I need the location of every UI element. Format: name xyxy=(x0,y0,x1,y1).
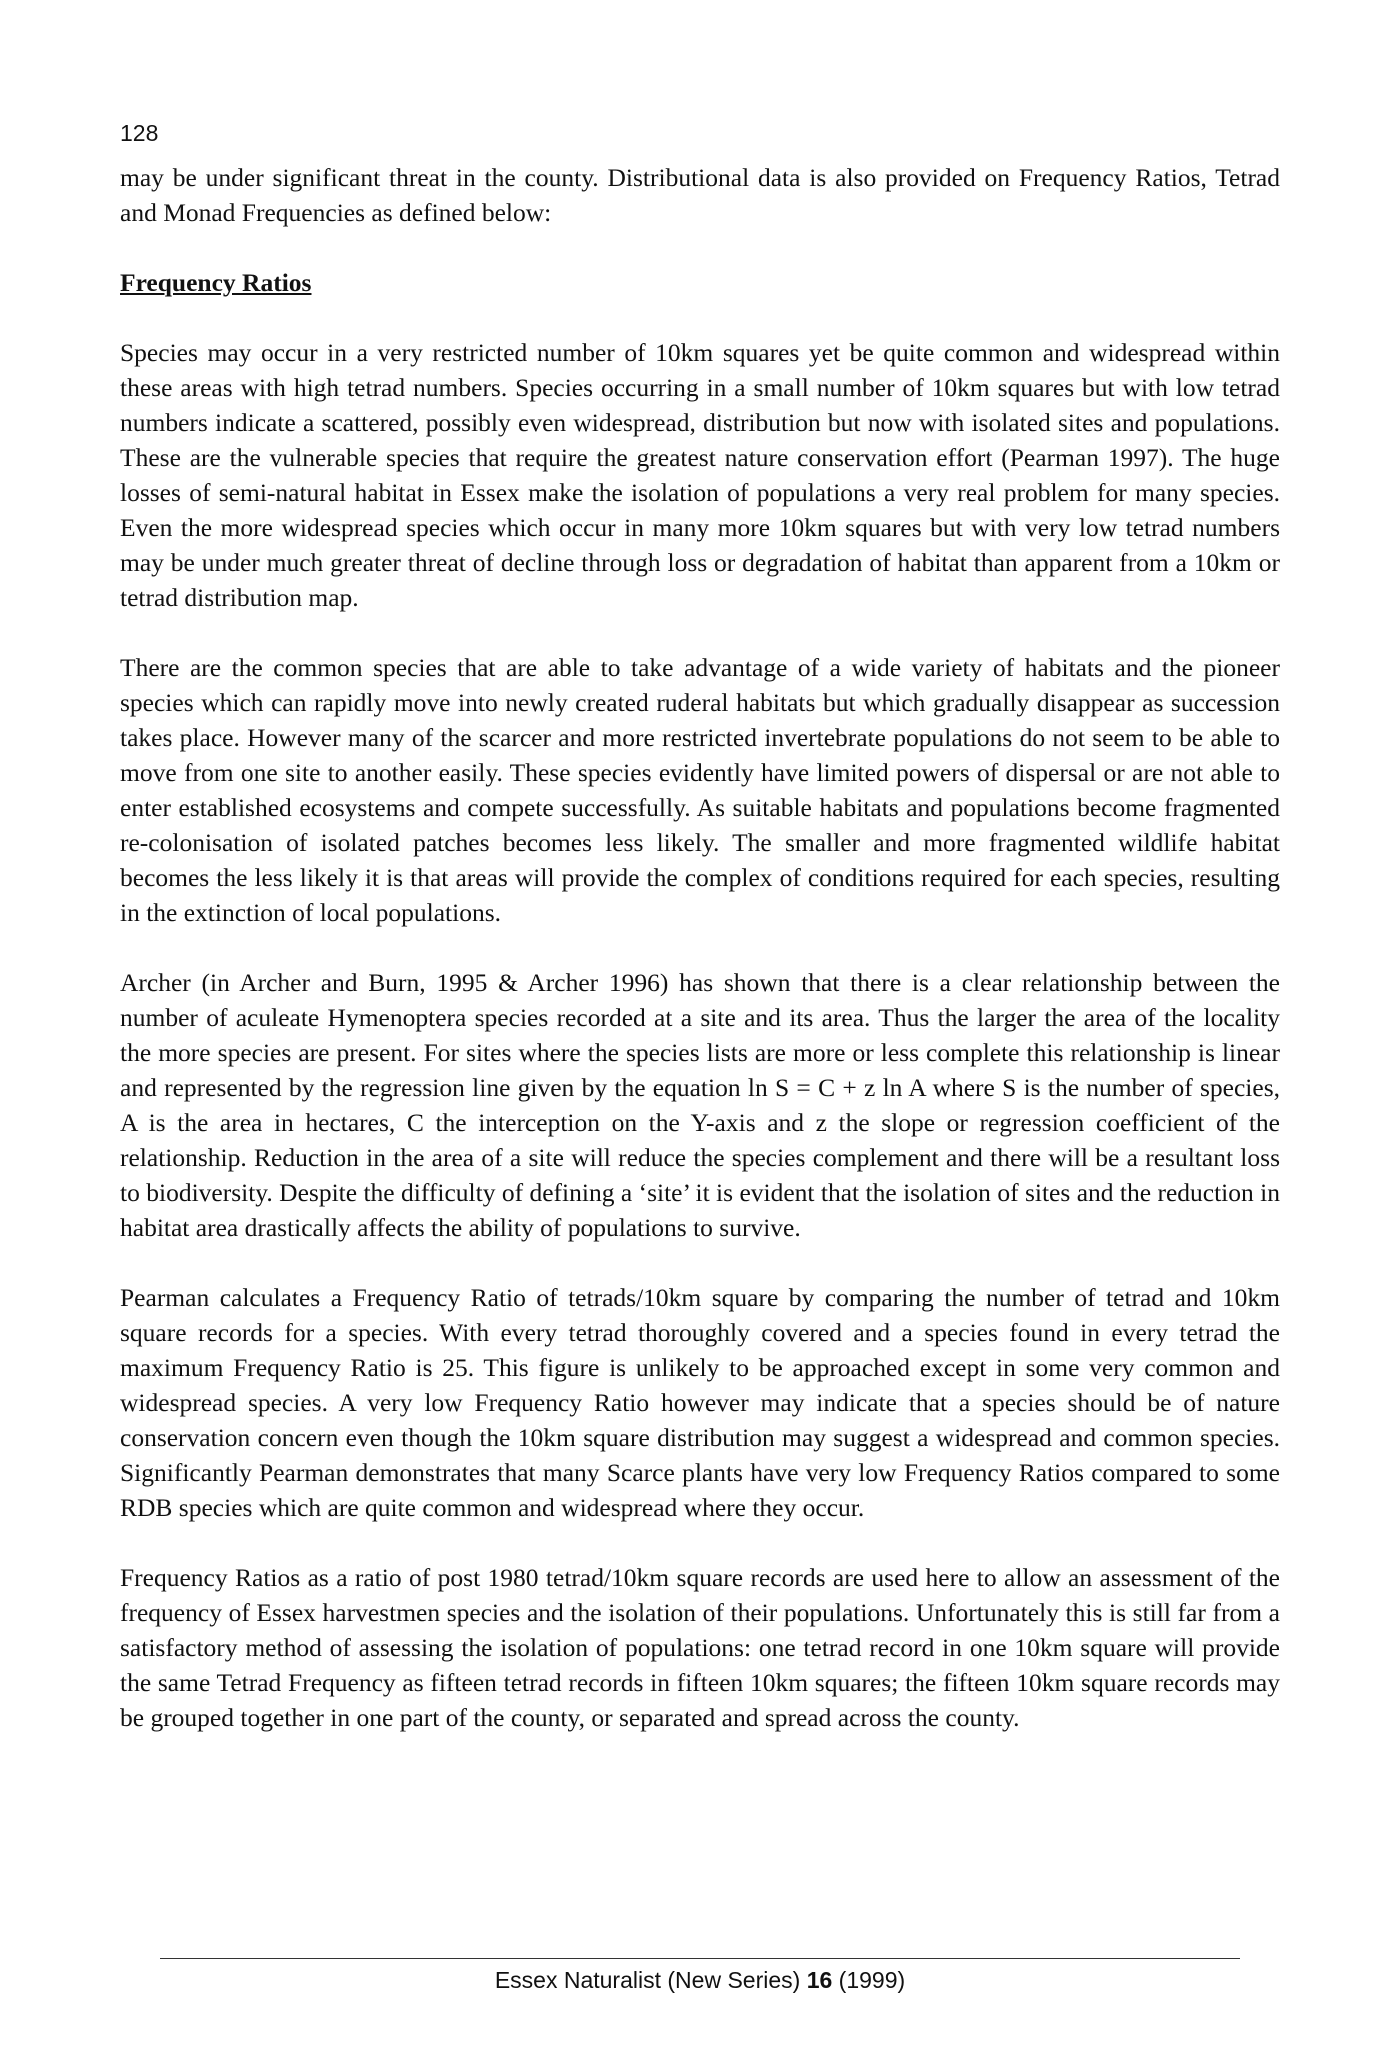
footer-divider xyxy=(160,1958,1240,1959)
paragraph-2: There are the common species that are able to take advantage of a wide variety of habitats and the pioneer species which can rapidly move into newly created ruderal habitats but which gradually disappear as succession takes place. However many of the scarcer and more restricted invertebrate populations do not seem to be able to move from one site to another easily. These species evidently have limited powers of dispersal or are not able to enter established ecosystems and compete successfully. As suitable habitats and populations become fragmented re-colonisation of isolated patches becomes less likely. The smaller and more fragmented wildlife habitat becomes the less likely it is that areas will provide the complex of conditions required for each species, resulting in the extinction of local populations. xyxy=(120,653,1280,927)
page-number: 128 xyxy=(120,120,159,146)
page-footer xyxy=(0,1967,1400,1994)
footer-year: (1999) xyxy=(838,1967,906,1993)
paragraph-4: Pearman calculates a Frequency Ratio of tetrads/10km square by comparing the number of tetrad and 10km square records for a species. With every tetrad thoroughly covered and a species found in every tetrad the maximum Frequency Ratio is 25. This figure is unlikely to be approached except in some very common and widespread species. A very low Frequency Ratio however may indicate that a species should be of nature conservation concern even though the 10km square distribution may suggest a widespread and common species. Significantly Pearman demonstrates that many Scarce plants have very low Frequency Ratios compared to some RDB species which are quite common and widespread where they occur. xyxy=(120,1283,1280,1522)
body-text xyxy=(120,160,1280,1770)
footer-volume: 16 xyxy=(806,1967,833,1993)
paragraph-3: Archer (in Archer and Burn, 1995 & Archer 1996) has shown that there is a clear relationship between the number of aculeate Hymenoptera species recorded at a site and its area. Thus the larger the area of the locality the more species are present. For sites where the species lists are more or less complete this relationship is linear and represented by the regression line given by the equation ln S = C + z ln A where S is the number of species, A is the area in hectares, C the interception on the Y-axis and z the slope or regression coefficient of the relationship. Reduction in the area of a site will reduce the species complement and there will be a resultant loss to biodiversity. Despite the difficulty of defining a ‘site’ it is evident that the isolation of sites and the reduction in habitat area drastically affects the ability of populations to survive. xyxy=(120,968,1280,1242)
section-heading: Frequency Ratios xyxy=(120,268,312,297)
paragraph-5: Frequency Ratios as a ratio of post 1980 tetrad/10km square records are used here to allow an assessment of the frequency of Essex harvestmen species and the isolation of their populations. Unfortunately this is still far from a satisfactory method of assessing the isolation of populations: one tetrad record in one 10km square will provide the same Tetrad Frequency as fifteen tetrad records in fifteen 10km squares; the fifteen 10km square records may be grouped together in one part of the county, or separated and spread across the county. xyxy=(120,1563,1280,1732)
continuation-paragraph: may be under significant threat in the county. Distributional data is also provided on Frequency Ratios, Tetrad and Monad Frequencies as defined below: xyxy=(120,163,1280,227)
paragraph-1: Species may occur in a very restricted number of 10km squares yet be quite common and widespread within these areas with high tetrad numbers. Species occurring in a small number of 10km squares but with low tetrad numbers indicate a scattered, possibly even widespread, distribution but now with isolated sites and populations. These are the vulnerable species that require the greatest nature conservation effort (Pearman 1997). The huge losses of semi-natural habitat in Essex make the isolation of populations a very real problem for many species. Even the more widespread species which occur in many more 10km squares but with very low tetrad numbers may be under much greater threat of decline through loss or degradation of habitat than apparent from a 10km or tetrad distribution map. xyxy=(120,338,1280,612)
footer-journal: Essex Naturalist (New Series) xyxy=(494,1967,801,1993)
